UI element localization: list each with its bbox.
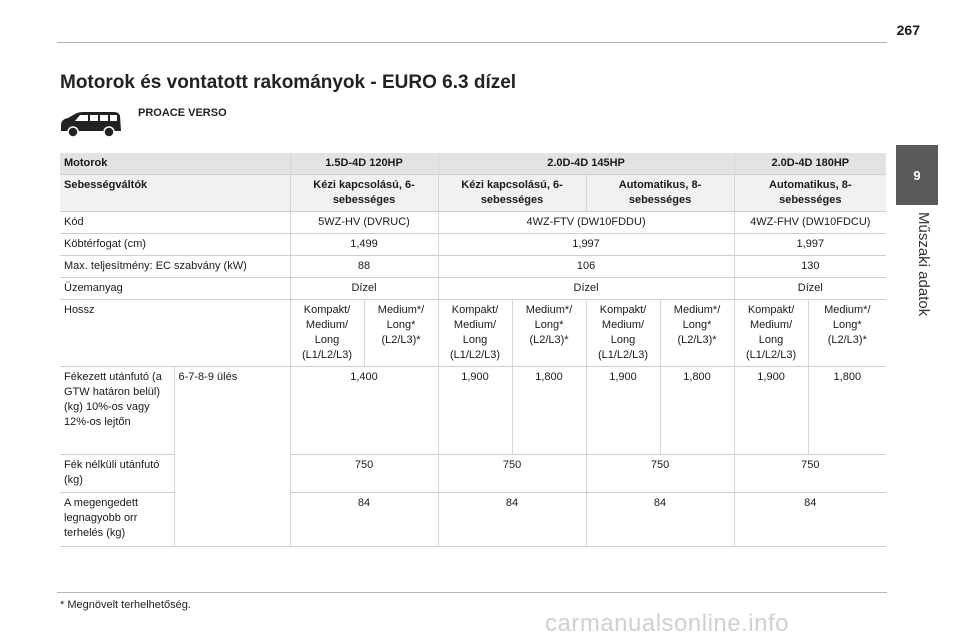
table-row (60, 278, 886, 300)
table-row (60, 153, 886, 175)
table-cell: Kézi kapcsolású, 6-sebességes (438, 175, 586, 212)
row-label: Fék nélküli utánfutó (kg) (60, 455, 174, 493)
table-row (60, 234, 886, 256)
row-label: Sebességváltók (60, 175, 290, 212)
table-cell: Medium*/ Long* (L2/L3)* (512, 300, 586, 367)
table-cell: 106 (438, 256, 734, 278)
table-cell: 1,900 (734, 367, 808, 455)
table-cell: Automatikus, 8-sebességes (734, 175, 886, 212)
row-label: Hossz (60, 300, 290, 367)
table-cell: 1,400 (290, 367, 438, 455)
table-cell: 5WZ-HV (DVRUC) (290, 212, 438, 234)
table-cell: Kompakt/ Medium/ Long (L1/L2/L3) (438, 300, 512, 367)
table-cell: 88 (290, 256, 438, 278)
engine-spec-table (60, 153, 886, 547)
table-cell: Dízel (734, 278, 886, 300)
table-cell: 750 (586, 455, 734, 493)
table-cell: 750 (438, 455, 586, 493)
table-row (60, 175, 886, 212)
table-cell: Medium*/ Long* (L2/L3)* (364, 300, 438, 367)
table-row (60, 300, 886, 367)
table-cell: 84 (734, 493, 886, 547)
page-title: Motorok és vontatott rakományok - EURO 6.3 dízel (60, 72, 517, 93)
table-cell: 1,800 (512, 367, 586, 455)
table-cell: 4WZ-FTV (DW10FDDU) (438, 212, 734, 234)
table-cell: Kézi kapcsolású, 6-sebességes (290, 175, 438, 212)
footer-divider (57, 592, 887, 593)
watermark: carmanualsonline.info (545, 610, 789, 637)
row-label: Motorok (60, 153, 290, 175)
table-cell: 1,900 (438, 367, 512, 455)
chapter-number-tab: 9 (896, 145, 938, 205)
row-label: Köbtérfogat (cm) (60, 234, 290, 256)
table-row (60, 367, 886, 455)
engine-header: 2.0D-4D 145HP (438, 153, 734, 175)
table-cell: 1,997 (734, 234, 886, 256)
table-cell: 750 (734, 455, 886, 493)
engine-header: 1.5D-4D 120HP (290, 153, 438, 175)
header-divider (57, 42, 887, 43)
table-cell: 1,997 (438, 234, 734, 256)
table-cell: 1,800 (808, 367, 886, 455)
table-cell: 84 (586, 493, 734, 547)
row-label: Kód (60, 212, 290, 234)
table-cell: 84 (438, 493, 586, 547)
table-cell: Kompakt/ Medium/ Long (L1/L2/L3) (734, 300, 808, 367)
row-label: Max. teljesítmény: EC szabvány (kW) (60, 256, 290, 278)
vehicle-name: PROACE VERSO (138, 107, 227, 119)
row-label: Fékezett utánfutó (a GTW határon belül) (kg) 10%-os vagy 12%-os lejtőn (60, 367, 174, 455)
footnote: * Megnövelt terhelhetőség. (60, 599, 191, 611)
table-cell: 1,900 (586, 367, 660, 455)
engine-header: 2.0D-4D 180HP (734, 153, 886, 175)
table-cell: 84 (290, 493, 438, 547)
table-cell: Dízel (290, 278, 438, 300)
van-icon (58, 110, 124, 140)
table-row (60, 256, 886, 278)
table-cell: 130 (734, 256, 886, 278)
table-cell: Kompakt/ Medium/ Long (L1/L2/L3) (586, 300, 660, 367)
table-cell: Automatikus, 8-sebességes (586, 175, 734, 212)
table-cell: 1,499 (290, 234, 438, 256)
table-cell: 750 (290, 455, 438, 493)
table-cell: Kompakt/ Medium/ Long (L1/L2/L3) (290, 300, 364, 367)
table-cell: 1,800 (660, 367, 734, 455)
row-label: A megengedett legnagyobb orr terhelés (kg) (60, 493, 174, 547)
table-cell: 4WZ-FHV (DW10FDCU) (734, 212, 886, 234)
table-cell: Dízel (438, 278, 734, 300)
table-cell: Medium*/ Long* (L2/L3)* (660, 300, 734, 367)
table-row (60, 212, 886, 234)
seats-label: 6-7-8-9 ülés (174, 367, 290, 547)
page-number: 267 (896, 22, 920, 38)
row-label: Üzemanyag (60, 278, 290, 300)
table-cell: Medium*/ Long* (L2/L3)* (808, 300, 886, 367)
chapter-title: Műszaki adatok (915, 212, 932, 317)
